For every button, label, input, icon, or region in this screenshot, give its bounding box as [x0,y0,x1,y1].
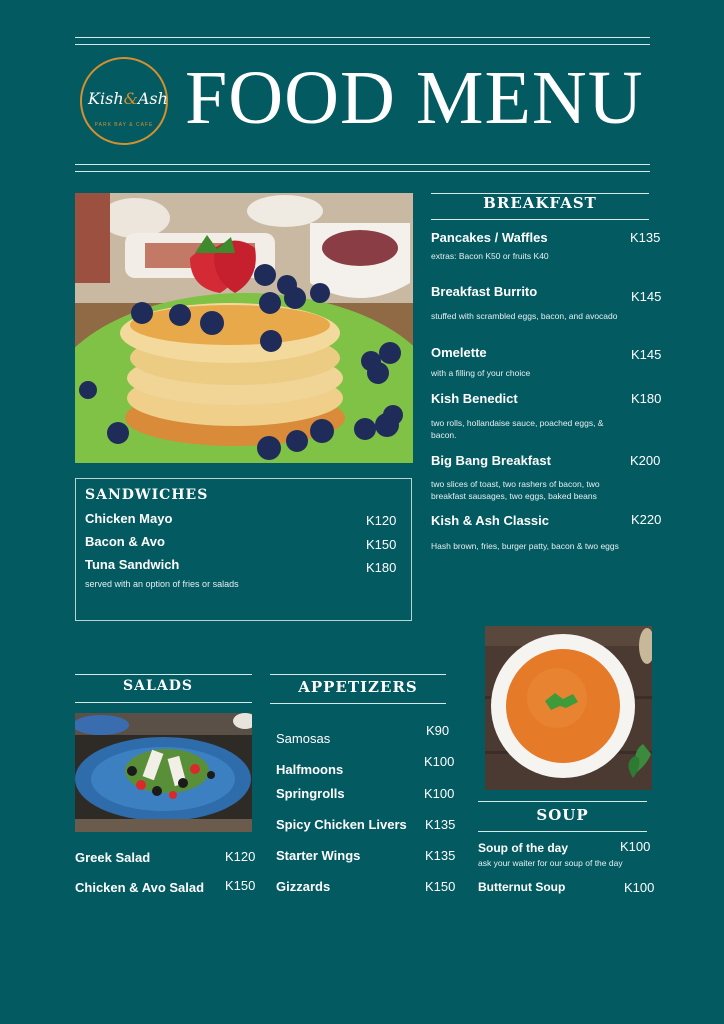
logo-tagline: PARK BAY & CAFE [94,122,154,128]
soup-item-name: Butternut Soup [478,880,566,894]
sandwiches-title: SANDWICHES [85,487,209,503]
breakfast-item-desc: two slices of toast, two rashers of bacon, two breakfast sausages, two eggs, baked beans [431,479,600,501]
salad-item-price: K120 [225,849,256,864]
page-title: FOOD MENU [185,56,644,140]
appetizer-item-price: K100 [424,754,455,769]
appetizer-item-name: Spicy Chicken Livers [276,817,407,832]
logo [80,57,168,145]
salads-title: SALADS [123,678,193,694]
soup-rule-top [478,801,647,802]
appetizer-item-name: Samosas [276,731,331,746]
appetizer-item-price: K150 [425,879,456,894]
sandwich-item-name: Bacon & Avo [85,534,165,549]
logo-name: Kish [88,89,124,108]
breakfast-item-name: Kish Benedict [431,391,518,406]
breakfast-item-price: K145 [631,289,662,304]
header-rule-top-1 [75,37,650,38]
soup-item-price: K100 [620,839,651,854]
breakfast-item-price: K220 [631,512,662,527]
soup-item-desc: ask your waiter for our soup of the day [478,858,623,868]
sandwich-item-price: K180 [366,560,397,575]
salad-item-name: Chicken & Avo Salad [75,880,205,895]
pancakes-photo [75,193,413,463]
appetizer-item-name: Halfmoons [276,762,344,777]
appetizer-item-price: K100 [424,786,455,801]
salads-rule-top [75,674,252,675]
breakfast-item-name: Breakfast Burrito [431,284,538,299]
header-rule-bottom-2 [75,171,650,172]
breakfast-item-name: Kish & Ash Classic [431,513,550,528]
logo-ampersand: & [123,89,138,108]
breakfast-title: BREAKFAST [483,194,597,212]
breakfast-item-desc: extras: Bacon K50 or fruits K40 [431,251,549,261]
breakfast-item-desc: Hash brown, fries, burger patty, bacon & two eggs [431,541,619,551]
breakfast-item-price: K180 [631,391,662,406]
breakfast-item-price: K135 [630,230,661,245]
sandwich-item-name: Tuna Sandwich [85,557,180,572]
appetizer-item-name: Gizzards [276,879,331,894]
logo-text [73,89,183,108]
appetizer-item-price: K135 [425,817,456,832]
appetizers-rule-top [270,674,446,675]
salad-item-price: K150 [225,878,256,893]
appetizer-item-name: Starter Wings [276,848,361,863]
breakfast-item-name: Omelette [431,345,487,360]
breakfast-item-desc: stuffed with scrambled eggs, bacon, and avocado [431,311,618,321]
header-rule-bottom-1 [75,164,650,165]
sandwich-item-price: K150 [366,537,397,552]
salad-photo [75,713,252,832]
breakfast-item-name: Big Bang Breakfast [431,453,551,468]
breakfast-item-price: K145 [631,347,662,362]
appetizers-rule-bottom [270,703,446,704]
soup-photo [485,626,652,790]
appetizer-item-name: Springrolls [276,786,345,801]
soup-rule-bottom [478,831,647,832]
breakfast-item-name: Pancakes / Waffles [431,230,548,245]
breakfast-rule-bottom [431,219,649,220]
appetizers-title: APPETIZERS [298,678,418,696]
appetizer-item-price: K90 [426,723,450,738]
breakfast-item-price: K200 [630,453,661,468]
soup-title: SOUP [536,806,589,824]
soup-item-name: Soup of the day [478,841,568,855]
breakfast-item-desc: with a filling of your choice [431,368,531,378]
logo-name-2: Ash [137,89,168,108]
header-rule-top-2 [75,44,650,45]
appetizer-item-price: K135 [425,848,456,863]
sandwich-item-name: Chicken Mayo [85,511,173,526]
salads-rule-bottom [75,702,252,703]
sandwiches-note: served with an option of fries or salads [85,579,239,589]
breakfast-item-desc: two rolls, hollandaise sauce, poached eggs, & bacon. [431,418,604,440]
soup-item-price: K100 [624,880,655,895]
sandwich-item-price: K120 [366,513,397,528]
salad-item-name: Greek Salad [75,850,151,865]
